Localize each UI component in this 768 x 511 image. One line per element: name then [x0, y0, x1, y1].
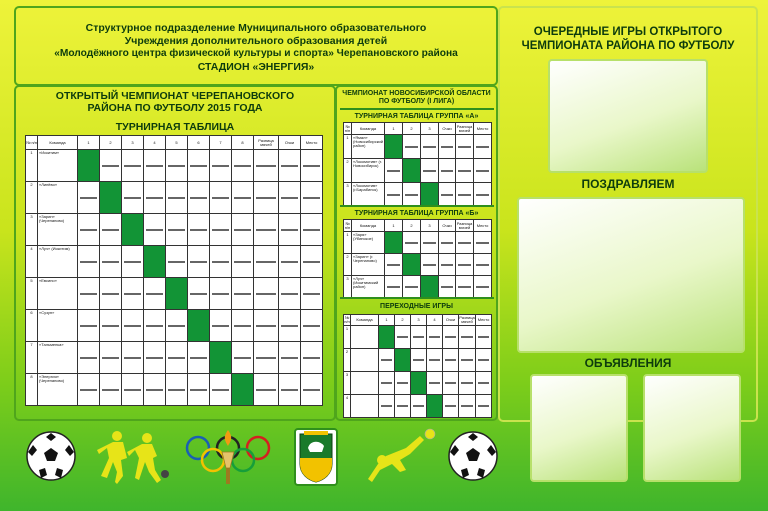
diagonal-cell — [166, 278, 188, 310]
stat-cell — [254, 374, 279, 406]
table-row — [344, 326, 492, 349]
score-cell — [379, 395, 395, 418]
score-cell — [78, 182, 100, 214]
table-header-cell: 6 — [188, 136, 210, 150]
row-number: 6 — [26, 310, 38, 342]
table-header-cell: № п/п — [344, 220, 351, 230]
table-header-cell: № п/п — [344, 315, 350, 324]
diagonal-cell — [385, 135, 403, 159]
table-header-cell: Место — [476, 315, 492, 326]
score-cell — [403, 232, 421, 254]
row-number: 7 — [26, 342, 38, 374]
soccer-ball-icon — [25, 430, 77, 482]
group-b-table — [343, 219, 492, 298]
diagonal-cell — [188, 310, 210, 342]
team-name: «Евсино» — [38, 278, 78, 310]
score-cell — [210, 214, 232, 246]
stat-cell — [443, 395, 459, 418]
stat-cell — [439, 232, 456, 254]
table-header-cell: Место — [474, 123, 492, 135]
stat-cell — [279, 278, 301, 310]
announcement-pocket-right — [643, 374, 741, 482]
district-standings-table — [25, 135, 323, 406]
team-name: «Тальменка» — [38, 342, 78, 374]
transition-title: ПЕРЕХОДНЫЕ ИГРЫ — [380, 303, 453, 310]
stat-cell — [254, 214, 279, 246]
table-header-cell: Команда — [38, 136, 78, 150]
table-header-cell: 2 — [100, 136, 122, 150]
stat-cell — [301, 310, 323, 342]
table-row — [26, 150, 323, 182]
stat-cell — [279, 246, 301, 278]
row-number: 8 — [26, 374, 38, 406]
score-cell — [188, 246, 210, 278]
score-cell — [385, 159, 403, 183]
score-cell — [166, 342, 188, 374]
score-cell — [232, 150, 254, 182]
score-cell — [395, 326, 411, 349]
diagonal-cell — [144, 246, 166, 278]
stat-cell — [459, 349, 476, 372]
table-header-cell: 1 — [385, 123, 403, 135]
table-header-cell: Разница мячей — [456, 220, 473, 230]
score-cell — [122, 278, 144, 310]
score-cell — [166, 246, 188, 278]
stat-cell — [254, 310, 279, 342]
table-row — [26, 310, 323, 342]
bicycle-kick-icon — [366, 426, 438, 486]
table-row — [344, 183, 492, 207]
score-cell — [122, 310, 144, 342]
score-cell — [210, 182, 232, 214]
table-row — [26, 278, 323, 310]
score-cell — [232, 342, 254, 374]
score-cell — [100, 278, 122, 310]
score-cell — [421, 232, 439, 254]
team-name: «Зарин» (Черепаново) — [38, 214, 78, 246]
table-header-cell: 2 — [395, 315, 411, 326]
table-header-cell: № п/п — [344, 123, 351, 133]
district-table-title: ТУРНИРНАЯ ТАБЛИЦА — [115, 121, 235, 133]
table-row — [344, 395, 492, 418]
table-header-cell: Место — [301, 136, 323, 150]
table-row — [26, 182, 323, 214]
table-header-cell: 4 — [144, 136, 166, 150]
score-cell — [411, 326, 427, 349]
stat-cell — [301, 374, 323, 406]
score-cell — [210, 374, 232, 406]
stat-cell — [456, 159, 474, 183]
team-name: «Линёво» — [38, 182, 78, 214]
score-cell — [144, 342, 166, 374]
diagonal-cell — [122, 214, 144, 246]
score-cell — [232, 310, 254, 342]
stat-cell — [279, 310, 301, 342]
score-cell — [122, 182, 144, 214]
score-cell — [144, 374, 166, 406]
diagonal-cell — [232, 374, 254, 406]
score-cell — [403, 276, 421, 298]
stat-cell — [301, 182, 323, 214]
table-row — [344, 372, 492, 395]
score-cell — [78, 214, 100, 246]
stat-cell — [456, 135, 474, 159]
announcement-pocket-left — [530, 374, 628, 482]
row-number: 1 — [344, 232, 352, 254]
table-header-cell: 7 — [210, 136, 232, 150]
congrats-pocket — [517, 197, 745, 353]
table-header-cell: 1 — [78, 136, 100, 150]
stat-cell — [254, 182, 279, 214]
table-row — [344, 349, 492, 372]
stat-cell — [474, 183, 492, 207]
group-b-title: ТУРНИРНАЯ ТАБЛИЦА ГРУППА «Б» — [354, 210, 479, 217]
diagonal-cell — [210, 342, 232, 374]
stat-cell — [254, 278, 279, 310]
score-cell — [379, 349, 395, 372]
team-name — [351, 349, 379, 372]
score-cell — [100, 246, 122, 278]
score-cell — [78, 246, 100, 278]
score-cell — [210, 310, 232, 342]
table-header-cell: Команда — [352, 220, 385, 232]
coat-of-arms-icon — [294, 428, 338, 486]
table-header-cell: № п/п — [26, 136, 38, 150]
header-line-3: «Молодёжного центра физической культуры и спорта» Черепановского района — [54, 48, 458, 59]
row-number: 3 — [344, 276, 352, 298]
table-header-cell: 2 — [403, 220, 421, 232]
row-number: 3 — [344, 183, 352, 207]
stat-cell — [254, 342, 279, 374]
score-cell — [166, 150, 188, 182]
diagonal-cell — [427, 395, 443, 418]
table-header-cell: Разница мячей — [254, 136, 279, 150]
table-row — [26, 342, 323, 374]
stat-cell — [474, 135, 492, 159]
stat-cell — [474, 276, 492, 298]
score-cell — [122, 342, 144, 374]
header-line-4: СТАДИОН «ЭНЕРГИЯ» — [197, 61, 315, 73]
score-cell — [78, 310, 100, 342]
row-number: 2 — [344, 159, 352, 183]
stat-cell — [476, 326, 492, 349]
oblast-divider — [340, 108, 494, 110]
right-title-1: ОЧЕРЕДНЫЕ ИГРЫ ОТКРЫТОГО — [533, 26, 723, 38]
table-header-cell: 1 — [379, 315, 395, 326]
next-games-pocket — [548, 59, 708, 173]
row-number: 2 — [344, 349, 351, 372]
diagonal-cell — [379, 326, 395, 349]
score-cell — [411, 395, 427, 418]
stat-cell — [279, 374, 301, 406]
table-header-cell: Очки — [443, 315, 459, 326]
diagonal-cell — [411, 372, 427, 395]
team-name — [351, 372, 379, 395]
score-cell — [100, 214, 122, 246]
score-cell — [188, 278, 210, 310]
transition-games-table — [343, 314, 492, 418]
row-number: 2 — [344, 254, 352, 276]
stat-cell — [443, 326, 459, 349]
stat-cell — [459, 395, 476, 418]
score-cell — [379, 372, 395, 395]
stat-cell — [456, 232, 474, 254]
stat-cell — [439, 254, 456, 276]
district-title-2: РАЙОНА ПО ФУТБОЛУ 2015 ГОДА — [87, 102, 263, 114]
stat-cell — [456, 183, 474, 207]
row-number: 3 — [344, 372, 351, 395]
score-cell — [100, 374, 122, 406]
score-cell — [78, 342, 100, 374]
table-row — [344, 159, 492, 183]
stat-cell — [476, 372, 492, 395]
table-header-cell: 4 — [427, 315, 443, 326]
score-cell — [144, 150, 166, 182]
stat-cell — [459, 372, 476, 395]
header-line-2: Учреждения дополнительного образования детей — [124, 35, 388, 47]
header-line-1: Структурное подразделение Муниципального образовательного — [85, 22, 427, 34]
stat-cell — [301, 342, 323, 374]
stat-cell — [301, 150, 323, 182]
table-header-cell: Команда — [351, 315, 379, 326]
score-cell — [188, 182, 210, 214]
congrats-heading: ПОЗДРАВЛЯЕМ — [581, 177, 675, 191]
score-cell — [166, 214, 188, 246]
stat-cell — [474, 254, 492, 276]
score-cell — [411, 349, 427, 372]
score-cell — [421, 254, 439, 276]
soccer-ball-icon — [447, 430, 499, 482]
diagonal-cell — [403, 159, 421, 183]
team-name: «Зарин» (г. Черепаново) — [352, 254, 385, 276]
score-cell — [210, 246, 232, 278]
row-number: 1 — [344, 135, 352, 159]
oblast-title-1: ЧЕМПИОНАТ НОВОСИБИРСКОЙ ОБЛАСТИ — [342, 90, 491, 97]
stat-cell — [301, 214, 323, 246]
table-row — [26, 374, 323, 406]
score-cell — [100, 342, 122, 374]
stat-cell — [439, 159, 456, 183]
score-cell — [144, 214, 166, 246]
score-cell — [395, 372, 411, 395]
score-cell — [403, 135, 421, 159]
stat-cell — [456, 276, 474, 298]
score-cell — [232, 182, 254, 214]
table-header-cell: Очки — [279, 136, 301, 150]
team-name: «Ямал» (Новосибирский район) — [352, 135, 385, 159]
stat-cell — [474, 159, 492, 183]
score-cell — [188, 374, 210, 406]
row-number: 4 — [344, 395, 351, 418]
team-name: «Заря» (Убинское) — [352, 232, 385, 254]
stat-cell — [459, 326, 476, 349]
stat-cell — [439, 276, 456, 298]
table-header-cell: Очки — [439, 220, 456, 232]
stat-cell — [456, 254, 474, 276]
table-header-cell: Место — [474, 220, 492, 232]
score-cell — [166, 374, 188, 406]
team-name — [351, 395, 379, 418]
score-cell — [403, 183, 421, 207]
team-name: «Луч» (Искитим) — [38, 246, 78, 278]
group-a-divider — [340, 205, 494, 207]
oblast-title-2: ПО ФУТБОЛУ (I ЛИГА) — [378, 98, 455, 105]
score-cell — [144, 310, 166, 342]
score-cell — [78, 374, 100, 406]
stat-cell — [279, 214, 301, 246]
team-name: «Локомотив» (г.Барабинск) — [352, 183, 385, 207]
announcements-heading: ОБЪЯВЛЕНИЯ — [584, 356, 672, 370]
stat-cell — [279, 342, 301, 374]
stat-cell — [443, 372, 459, 395]
team-name: «Луч» (Искитимский район) — [352, 276, 385, 298]
stat-cell — [476, 395, 492, 418]
diagonal-cell — [385, 232, 403, 254]
table-header-cell: 3 — [411, 315, 427, 326]
score-cell — [232, 246, 254, 278]
stat-cell — [279, 150, 301, 182]
score-cell — [385, 254, 403, 276]
score-cell — [188, 150, 210, 182]
table-row — [26, 214, 323, 246]
table-header-cell: 5 — [166, 136, 188, 150]
score-cell — [188, 342, 210, 374]
team-name — [351, 326, 379, 349]
district-title-1: ОТКРЫТЫЙ ЧЕМПИОНАТ ЧЕРЕПАНОВСКОГО — [55, 90, 295, 102]
score-cell — [210, 150, 232, 182]
team-name: «Сузун» — [38, 310, 78, 342]
score-cell — [385, 276, 403, 298]
olympic-rings-torch-icon — [182, 428, 274, 486]
stat-cell — [439, 135, 456, 159]
team-name: «Искитим» — [38, 150, 78, 182]
table-row — [344, 135, 492, 159]
row-number: 5 — [26, 278, 38, 310]
score-cell — [100, 150, 122, 182]
stat-cell — [279, 182, 301, 214]
score-cell — [385, 183, 403, 207]
row-number: 3 — [26, 214, 38, 246]
score-cell — [166, 310, 188, 342]
score-cell — [122, 150, 144, 182]
table-header-cell: Команда — [352, 123, 385, 135]
table-row — [344, 232, 492, 254]
stat-cell — [439, 183, 456, 207]
diagonal-cell — [100, 182, 122, 214]
row-number: 1 — [344, 326, 351, 349]
team-name: «Локомотив» (г. Новосибирск) — [352, 159, 385, 183]
diagonal-cell — [78, 150, 100, 182]
table-row — [344, 254, 492, 276]
row-number: 1 — [26, 150, 38, 182]
score-cell — [427, 326, 443, 349]
score-cell — [427, 349, 443, 372]
diagonal-cell — [395, 349, 411, 372]
stat-cell — [476, 349, 492, 372]
stat-cell — [301, 246, 323, 278]
table-row — [344, 276, 492, 298]
table-header-cell: Очки — [439, 123, 456, 135]
table-header-cell: 8 — [232, 136, 254, 150]
score-cell — [122, 374, 144, 406]
score-cell — [427, 372, 443, 395]
score-cell — [144, 182, 166, 214]
diagonal-cell — [421, 276, 439, 298]
table-header-cell: 3 — [421, 123, 439, 135]
table-header-cell: Разница мячей — [459, 315, 475, 324]
team-name: «Энергия» (Черепаново) — [38, 374, 78, 406]
score-cell — [421, 159, 439, 183]
table-header-cell: 3 — [421, 220, 439, 232]
score-cell — [421, 135, 439, 159]
score-cell — [122, 246, 144, 278]
row-number: 2 — [26, 182, 38, 214]
score-cell — [100, 310, 122, 342]
score-cell — [188, 214, 210, 246]
stat-cell — [254, 246, 279, 278]
group-a-title: ТУРНИРНАЯ ТАБЛИЦА ГРУППА «А» — [354, 113, 479, 120]
table-header-cell: 2 — [403, 123, 421, 135]
group-a-table — [343, 122, 492, 207]
diagonal-cell — [403, 254, 421, 276]
table-header-cell: 3 — [122, 136, 144, 150]
table-header-cell: Разница мячей — [456, 123, 473, 133]
right-title-2: ЧЕМПИОНАТА РАЙОНА ПО ФУТБОЛУ — [521, 40, 735, 52]
stat-cell — [254, 150, 279, 182]
row-number: 4 — [26, 246, 38, 278]
group-b-divider — [340, 297, 494, 299]
score-cell — [78, 278, 100, 310]
score-cell — [210, 278, 232, 310]
score-cell — [232, 278, 254, 310]
table-row — [26, 246, 323, 278]
stat-cell — [301, 278, 323, 310]
score-cell — [166, 182, 188, 214]
score-cell — [232, 214, 254, 246]
soccer-players-icon — [95, 428, 175, 488]
score-cell — [395, 395, 411, 418]
stat-cell — [443, 349, 459, 372]
diagonal-cell — [421, 183, 439, 207]
score-cell — [144, 278, 166, 310]
table-header-cell: 1 — [385, 220, 403, 232]
stat-cell — [474, 232, 492, 254]
